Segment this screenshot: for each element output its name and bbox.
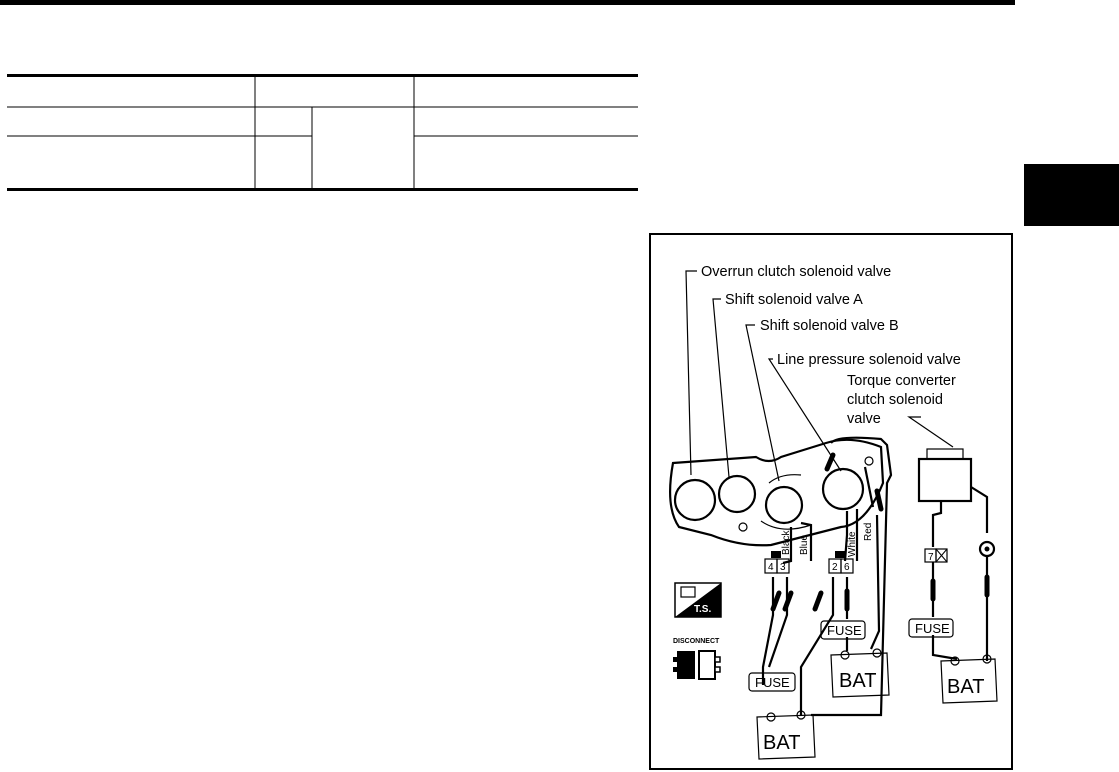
shift-b-valve-circle: [766, 487, 802, 523]
solenoid-test-figure: [649, 233, 1013, 770]
battery-lower: [757, 711, 815, 759]
header-rule: [0, 0, 1015, 5]
fuse-lower-label: FUSE: [755, 675, 790, 690]
wire-color-black: Black: [781, 530, 792, 555]
battery-middle-label: BAT: [839, 670, 877, 692]
battery-lower-label: BAT: [763, 732, 801, 754]
label-tcc-line1: Torque converter: [847, 373, 956, 389]
shift-a-valve-circle: [719, 476, 755, 512]
ts-icon-text: T.S.: [694, 604, 712, 615]
line-pressure-valve-circle: [823, 469, 863, 509]
battery-right: [941, 655, 997, 703]
terminal-3: 3: [780, 562, 786, 573]
terminal-7: 7: [928, 552, 934, 563]
disconnect-icon: [673, 638, 720, 679]
label-shift-b: Shift solenoid valve B: [760, 318, 899, 334]
wire-color-red: Red: [863, 522, 874, 541]
overrun-valve-circle: [675, 480, 715, 520]
section-tab: [1024, 164, 1119, 226]
terminal-2: 2: [832, 562, 838, 573]
wire-color-white: White: [847, 531, 858, 557]
terminal-6: 6: [844, 562, 850, 573]
wire-color-blue: Blue: [799, 534, 810, 555]
label-tcc-line3: valve: [847, 411, 881, 427]
battery-right-label: BAT: [947, 676, 985, 698]
label-line-pressure: Line pressure solenoid valve: [777, 352, 961, 368]
fuse-upper-label: FUSE: [827, 623, 862, 638]
label-shift-a: Shift solenoid valve A: [725, 292, 863, 308]
valve-body: [670, 440, 883, 545]
disconnect-text: DISCONNECT: [673, 638, 720, 645]
label-tcc-line2: clutch solenoid: [847, 392, 943, 408]
spec-table: [7, 74, 638, 192]
fuse-right-label: FUSE: [915, 621, 950, 636]
label-overrun-clutch: Overrun clutch solenoid valve: [701, 264, 892, 280]
battery-middle: [831, 649, 889, 697]
terminal-4: 4: [768, 562, 774, 573]
ts-icon: [675, 583, 721, 617]
